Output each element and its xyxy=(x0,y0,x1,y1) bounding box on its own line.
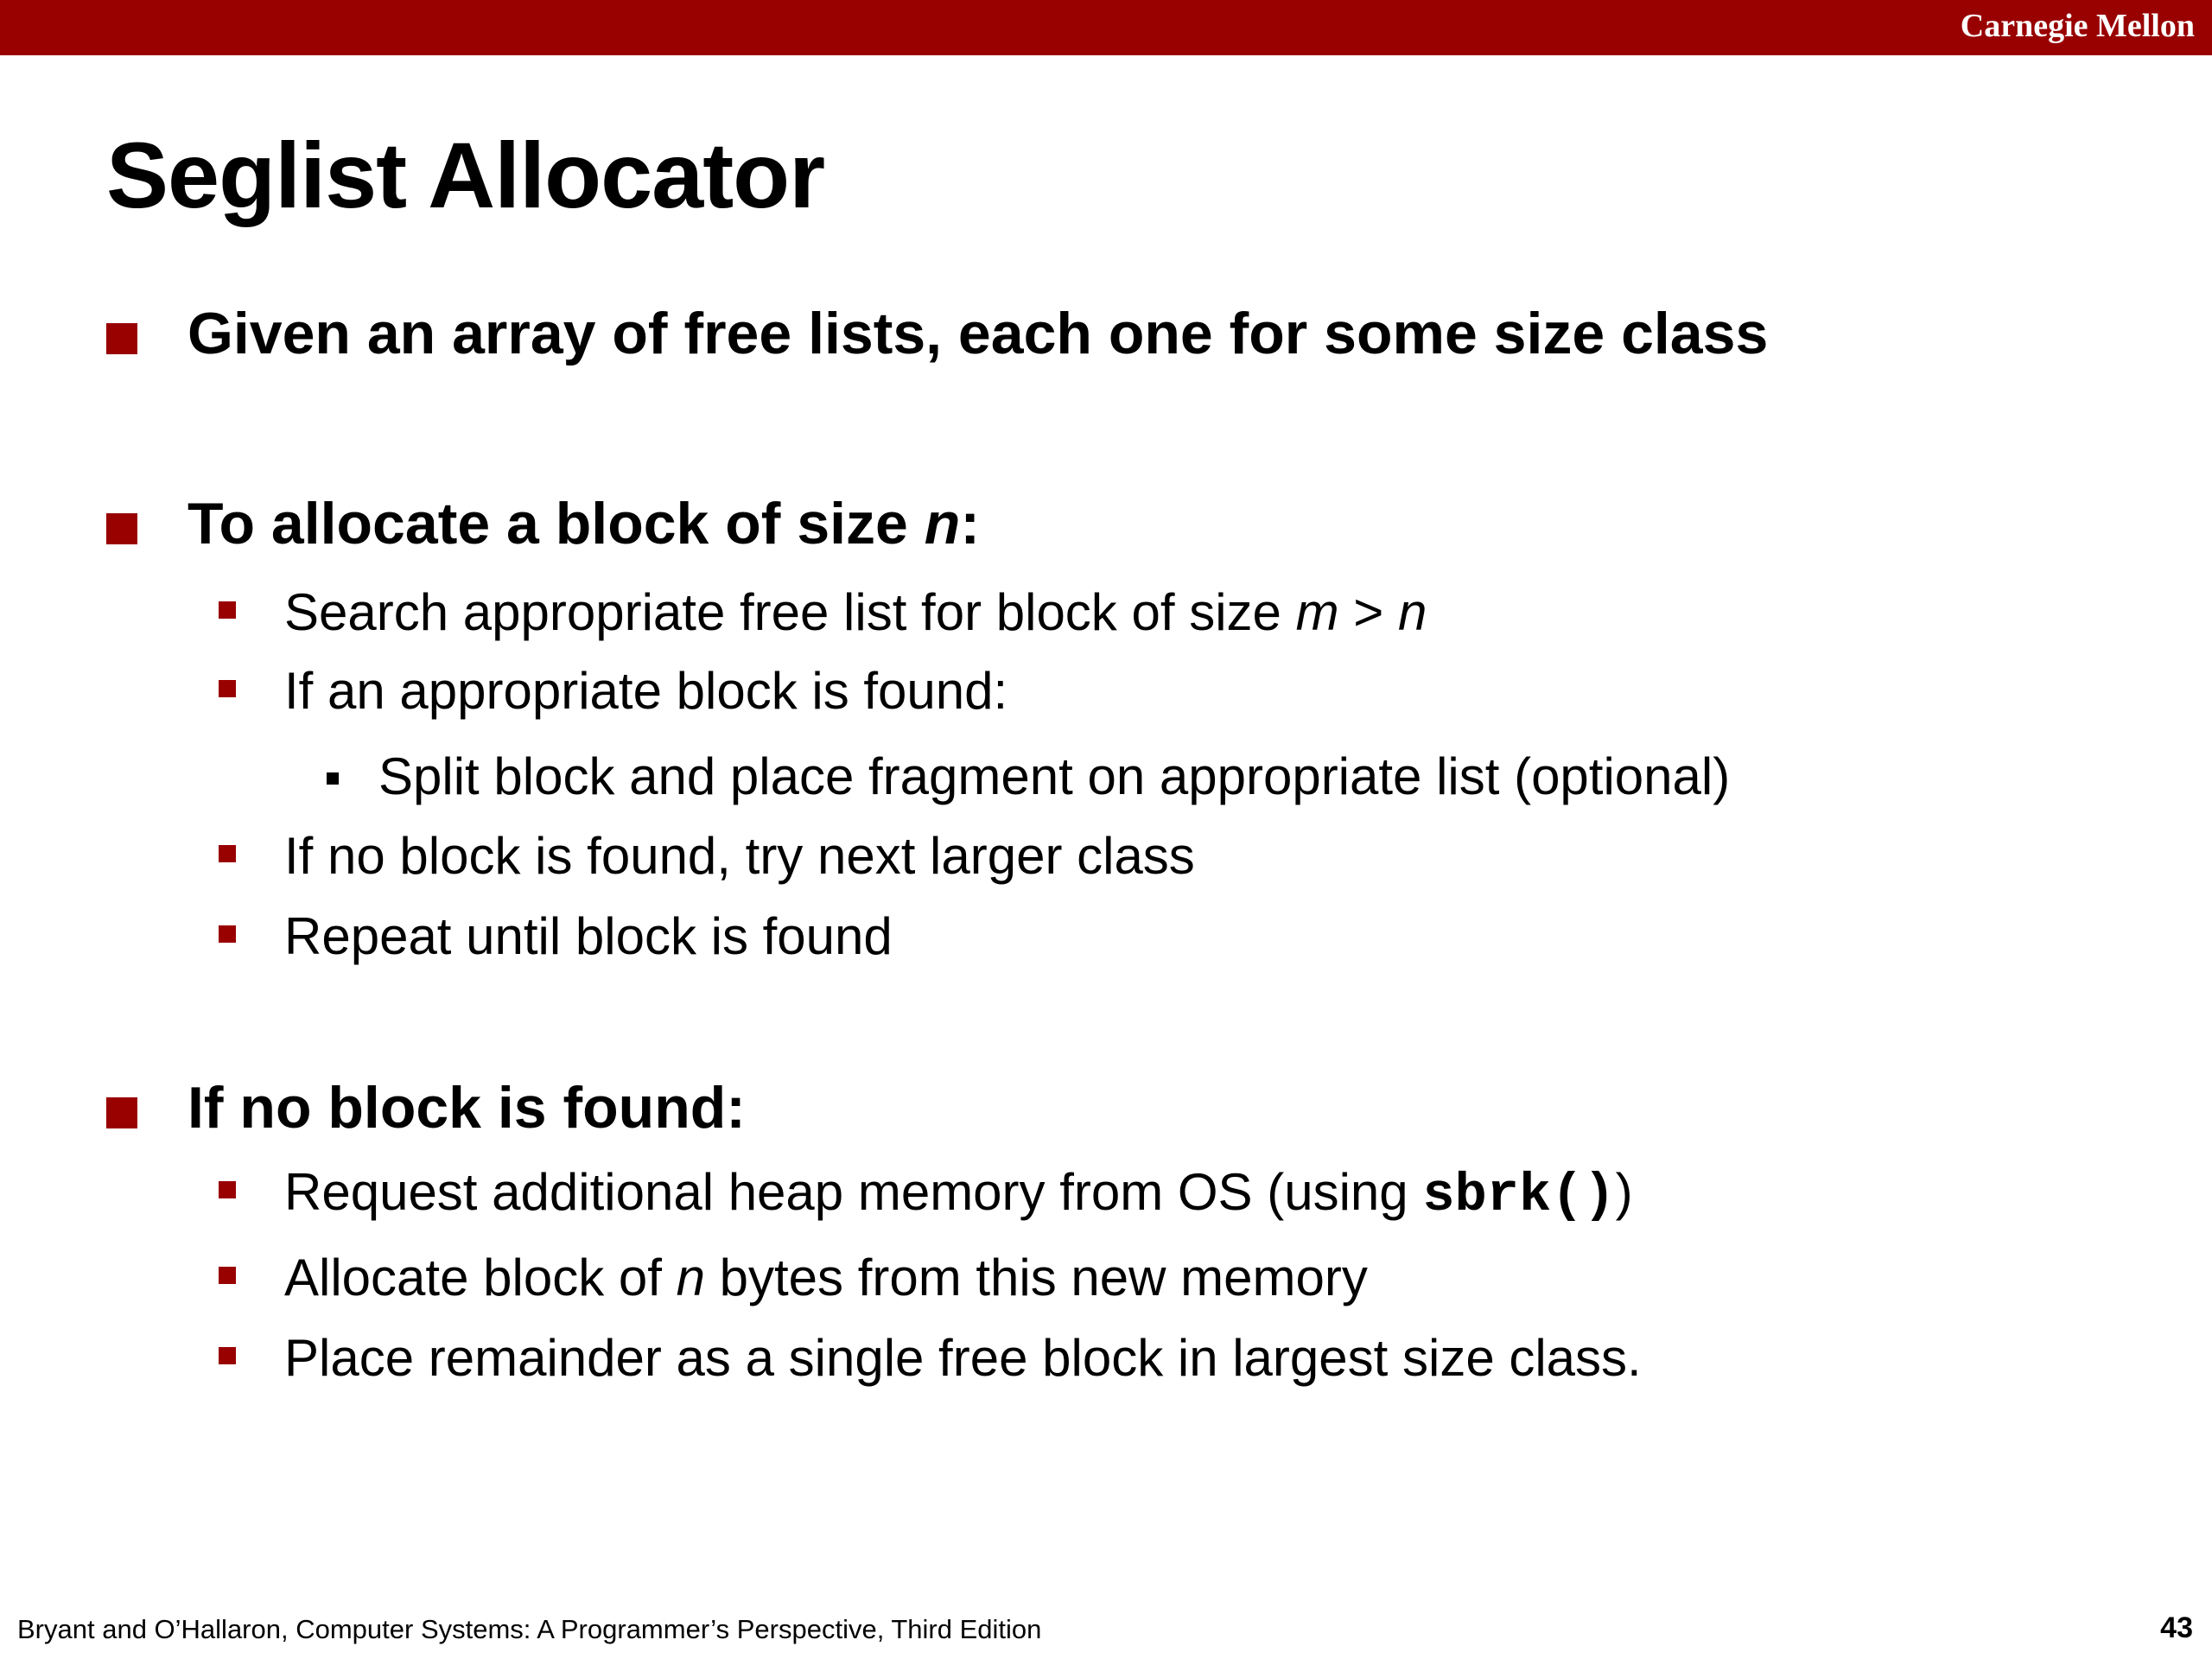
bullet-square-icon xyxy=(106,513,137,544)
sub-bullet-text-suffix: bytes from this new memory xyxy=(704,1249,1368,1306)
variable-n: n xyxy=(924,491,961,556)
bullet-array-of-free-lists xyxy=(188,297,1768,370)
header-bar xyxy=(0,0,2212,55)
slide-title: Seglist Allocator xyxy=(106,123,825,227)
sub-sub-bullet-text: Split block and place fragment on appropriate list (optional) xyxy=(378,747,1731,805)
sub-bullet-repeat xyxy=(284,905,893,969)
bullet-text-prefix: To allocate a block of size xyxy=(188,491,925,556)
sub-bullet-square-icon xyxy=(219,680,236,697)
sub-bullet-search xyxy=(284,581,1427,645)
sub-sub-bullet-split xyxy=(378,745,1730,809)
sub-bullet-try-next-class xyxy=(284,824,1195,888)
bullet-square-icon xyxy=(106,323,137,354)
variable-m: m xyxy=(1295,583,1339,641)
sub-bullet-text-prefix: Search appropriate free list for block of size xyxy=(284,583,1296,641)
sub-bullet-request-memory xyxy=(284,1160,1633,1228)
sub-bullet-square-icon xyxy=(219,1181,236,1198)
footer-citation: Bryant and O’Hallaron, Computer Systems: A Programmer’s Perspective, Third Edition xyxy=(17,1614,1042,1644)
sub-bullet-text: If no block is found, try next larger class xyxy=(284,827,1195,885)
sub-bullet-square-icon xyxy=(219,1347,236,1364)
bullet-text-suffix: : xyxy=(960,491,980,556)
bullet-square-icon xyxy=(106,1097,137,1128)
sub-bullet-square-icon xyxy=(219,1267,236,1284)
bullet-text: Given an array of free lists, each one for some size class xyxy=(188,301,1769,366)
sub-bullet-if-found xyxy=(284,659,1007,723)
variable-n: n xyxy=(676,1249,705,1306)
sub-bullet-square-icon xyxy=(219,845,236,862)
sub-bullet-allocate-n-bytes xyxy=(284,1246,1368,1310)
sub-bullet-square-icon xyxy=(219,925,236,943)
sub-bullet-text: Repeat until block is found xyxy=(284,907,893,965)
bullet-no-block-found xyxy=(188,1071,746,1144)
sub-bullet-text-prefix: Allocate block of xyxy=(284,1249,677,1306)
sub-sub-bullet-square-icon xyxy=(327,772,339,785)
bullet-to-allocate xyxy=(188,487,980,560)
sub-bullet-square-icon xyxy=(219,601,236,619)
sub-bullet-text-prefix: Request additional heap memory from OS (using xyxy=(284,1163,1423,1221)
brand-label: Carnegie Mellon xyxy=(1960,8,2195,44)
sub-bullet-text: If an appropriate block is found: xyxy=(284,662,1008,720)
variable-n: n xyxy=(1397,583,1427,641)
sub-bullet-text: Place remainder as a single free block in largest size class. xyxy=(284,1329,1642,1387)
sub-bullet-text-suffix: ) xyxy=(1615,1163,1633,1221)
code-sbrk: sbrk() xyxy=(1422,1165,1616,1226)
page-number: 43 xyxy=(2160,1611,2193,1644)
sub-bullet-place-remainder xyxy=(284,1326,1642,1390)
bullet-text: If no block is found: xyxy=(188,1075,746,1141)
operator: > xyxy=(1338,583,1398,641)
